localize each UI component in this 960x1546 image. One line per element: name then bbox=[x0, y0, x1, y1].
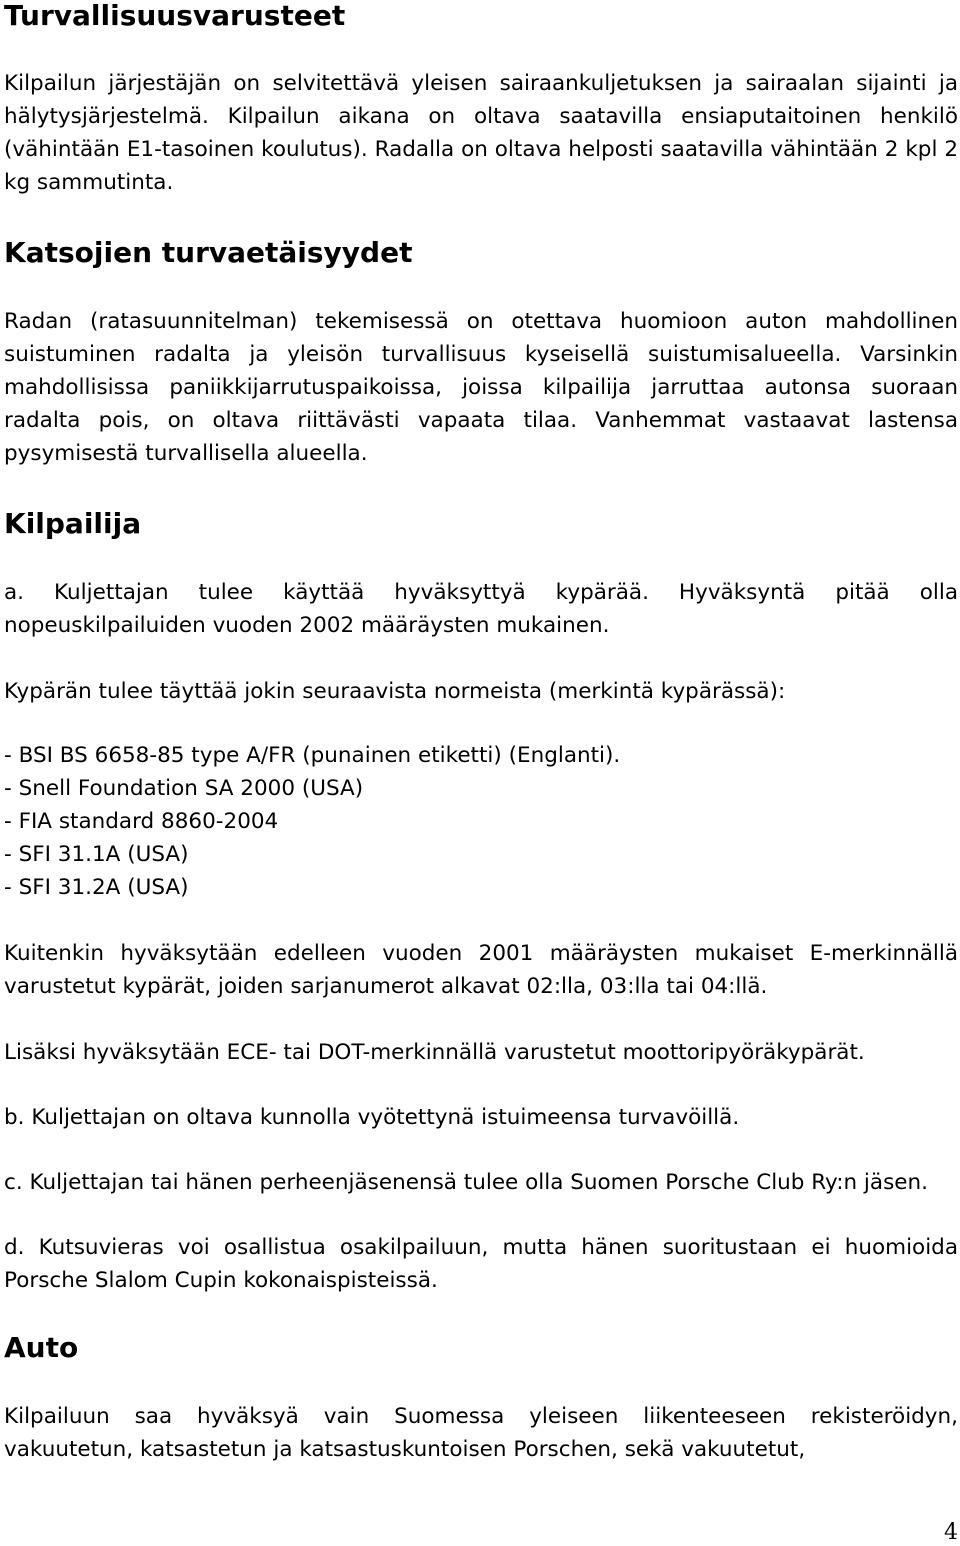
heading-spectator-distances: Katsojien turvaetäisyydet bbox=[4, 236, 413, 269]
paragraph-safety-equipment: Kilpailun järjestäjän on selvitettävä yleisen sairaankuljetuksen ja sairaalan sijainti ja hälytysjärjestelmä. Kilpailun aikana on oltava saatavilla ensiaputaitoinen henkilö (vähintään E1-tasoinen koulutus). Radalla on oltava helposti saatavilla vähintään 2 kpl 2 kg sammutinta. bbox=[4, 71, 958, 195]
heading-car: Auto bbox=[4, 1331, 79, 1364]
helmet-standards-intro: Kypärän tulee täyttää jokin seuraavista normeista (merkintä kypärässä): bbox=[4, 679, 786, 704]
helmet-standard-item: - Snell Foundation SA 2000 (USA) bbox=[4, 776, 364, 801]
helmet-standard-item: - SFI 31.1A (USA) bbox=[4, 842, 189, 867]
paragraph-car: Kilpailuun saa hyväksyä vain Suomessa yleiseen liikenteeseen rekisteröidyn, vakuutetun, katsastetun ja katsastuskuntoisen Porschen, sekä vakuutetut, bbox=[4, 1404, 958, 1462]
paragraph-motorcycle-helmets: Lisäksi hyväksytään ECE- tai DOT-merkinnällä varustetut moottoripyöräkypärät. bbox=[4, 1040, 865, 1065]
heading-safety-equipment: Turvallisuusvarusteet bbox=[4, 0, 346, 32]
page-number: 4 bbox=[944, 1520, 958, 1545]
item-a-helmet-requirement: a. Kuljettajan tulee käyttää hyväksyttyä kypärää. Hyväksyntä pitää olla nopeuskilpailuiden vuoden 2002 määräysten mukainen. bbox=[4, 580, 958, 638]
item-c-membership: c. Kuljettajan tai hänen perheenjäsenensä tulee olla Suomen Porsche Club Ry:n jäsen. bbox=[4, 1170, 928, 1195]
helmet-standard-item: - BSI BS 6658-85 type A/FR (punainen etiketti) (Englanti). bbox=[4, 743, 621, 768]
helmet-standard-item: - SFI 31.2A (USA) bbox=[4, 875, 189, 900]
paragraph-helmet-exception: Kuitenkin hyväksytään edelleen vuoden 2001 määräysten mukaiset E-merkinnällä varustetut kypärät, joiden sarjanumerot alkavat 02:lla, 03:lla tai 04:llä. bbox=[4, 941, 958, 999]
item-d-guest-driver: d. Kutsuvieras voi osallistua osakilpailuun, mutta hänen suoritustaan ei huomioida Porsche Slalom Cupin kokonaispisteissä. bbox=[4, 1235, 958, 1293]
item-b-seatbelts: b. Kuljettajan on oltava kunnolla vyötettynä istuimeensa turvavöillä. bbox=[4, 1105, 740, 1130]
paragraph-spectator-distances: Radan (ratasuunnitelman) tekemisessä on otettava huomioon auton mahdollinen suistuminen radalta ja yleisön turvallisuus kyseisellä suistumisalueella. Varsinkin mahdollisissa paniikkijarrutuspaikoissa, joissa kilpailija jarruttaa autonsa suoraan radalta pois, on oltava riittävästi vapaata tilaa. Vanhemmat vastaavat lastensa pysymisestä turvallisella alueella. bbox=[4, 309, 958, 466]
heading-competitor: Kilpailija bbox=[4, 507, 142, 540]
helmet-standard-item: - FIA standard 8860-2004 bbox=[4, 809, 279, 834]
